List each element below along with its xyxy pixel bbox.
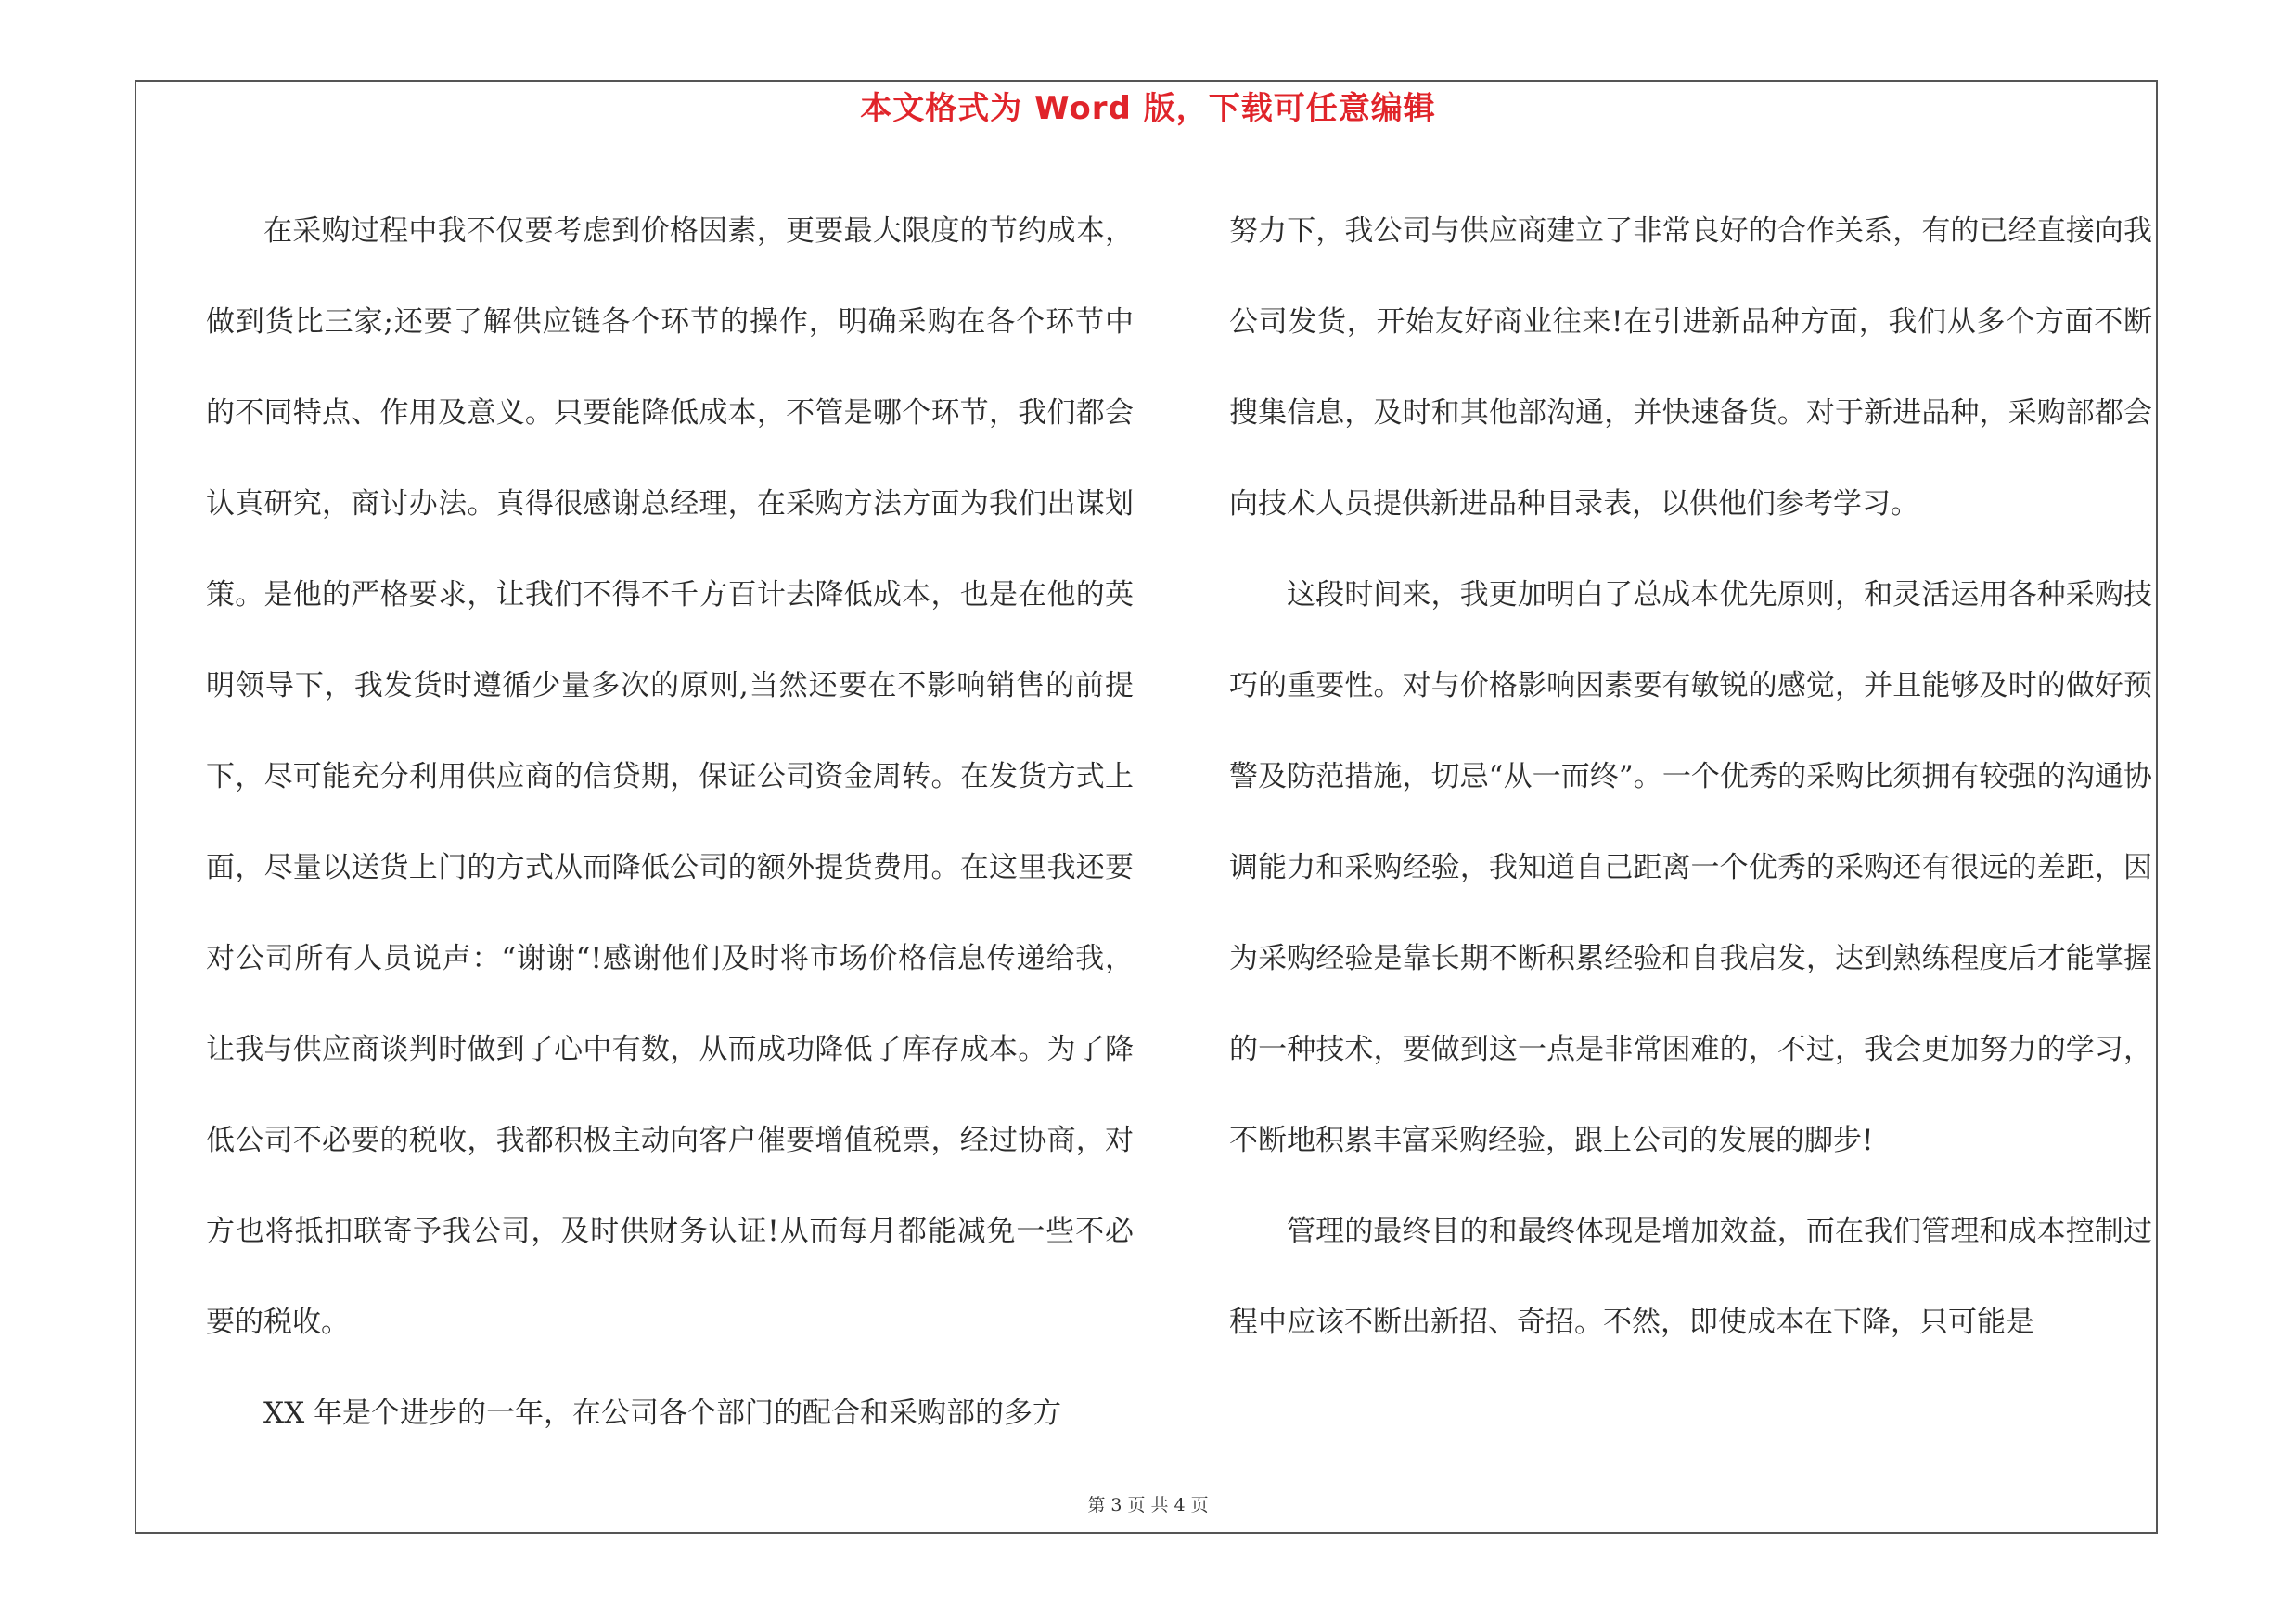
paragraph-management-goal: 管理的最终目的和最终体现是增加效益，而在我们管理和成本控制过程中应该不断出新招、奇招。不然，即使成本在下降，只可能是 <box>1229 1215 2152 1339</box>
header-banner: 本文格式为 Word 版，下载可任意编辑 <box>860 90 1436 127</box>
page-number-footer: 第 3 页 共 4 页 <box>1087 1495 1209 1515</box>
paragraph-year-progress-start: XX 年是个进步的一年，在公司各个部门的配合和采购部的多方 <box>263 1397 1061 1430</box>
paragraph-year-progress-continued: 努力下，我公司与供应商建立了非常良好的合作关系，有的已经直接向我公司发货，开始友好商业往来!在引进新品种方面，我们从多个方面不断搜集信息，及时和其他部沟通，并快速备货。对于新进品种，采购部都会向技术人员提供新进品种目录表，以供他们参考学习。 <box>1229 214 2152 521</box>
left-column <box>206 186 1134 1459</box>
right-column <box>1229 186 2152 1368</box>
paragraph-cost-principle: 这段时间来，我更加明白了总成本优先原则，和灵活运用各种采购技巧的重要性。对与价格影响因素要有敏锐的感觉，并且能够及时的做好预警及防范措施，切忌“从一而终”。一个优秀的采购比须拥有较强的沟通协调能力和采购经验，我知道自己距离一个优秀的采购还有很远的差距，因为采购经验是靠长期不断积累经验和自我启发，达到熟练程度后才能掌握的一种技术，要做到这一点是非常困难的，不过，我会更加努力的学习，不断地积累丰富采购经验，跟上公司的发展的脚步! <box>1229 578 2152 1157</box>
paragraph-procurement-cost: 在采购过程中我不仅要考虑到价格因素，更要最大限度的节约成本，做到货比三家;还要了解供应链各个环节的操作，明确采购在各个环节中的不同特点、作用及意义。只要能降低成本，不管是哪个环节，我们都会认真研究，商讨办法。真得很感谢总经理，在采购方法方面为我们出谋划策。是他的严格要求，让我们不得不千方百计去降低成本，也是在他的英明领导下，我发货时遵循少量多次的原则,当然还要在不影响销售的前提下，尽可能充分利用供应商的信贷期，保证公司资金周转。在发货方式上面，尽量以送货上门的方式从而降低公司的额外提货费用。在这里我还要对公司所有人员说声：“谢谢“!感谢他们及时将市场价格信息传递给我，让我与供应商谈判时做到了心中有数，从而成功降低了库存成本。为了降低公司不必要的税收，我都积极主动向客户催要增值税票，经过协商，对方也将抵扣联寄予我公司，及时供财务认证!从而每月都能减免一些不必要的税收。 <box>206 214 1134 1339</box>
